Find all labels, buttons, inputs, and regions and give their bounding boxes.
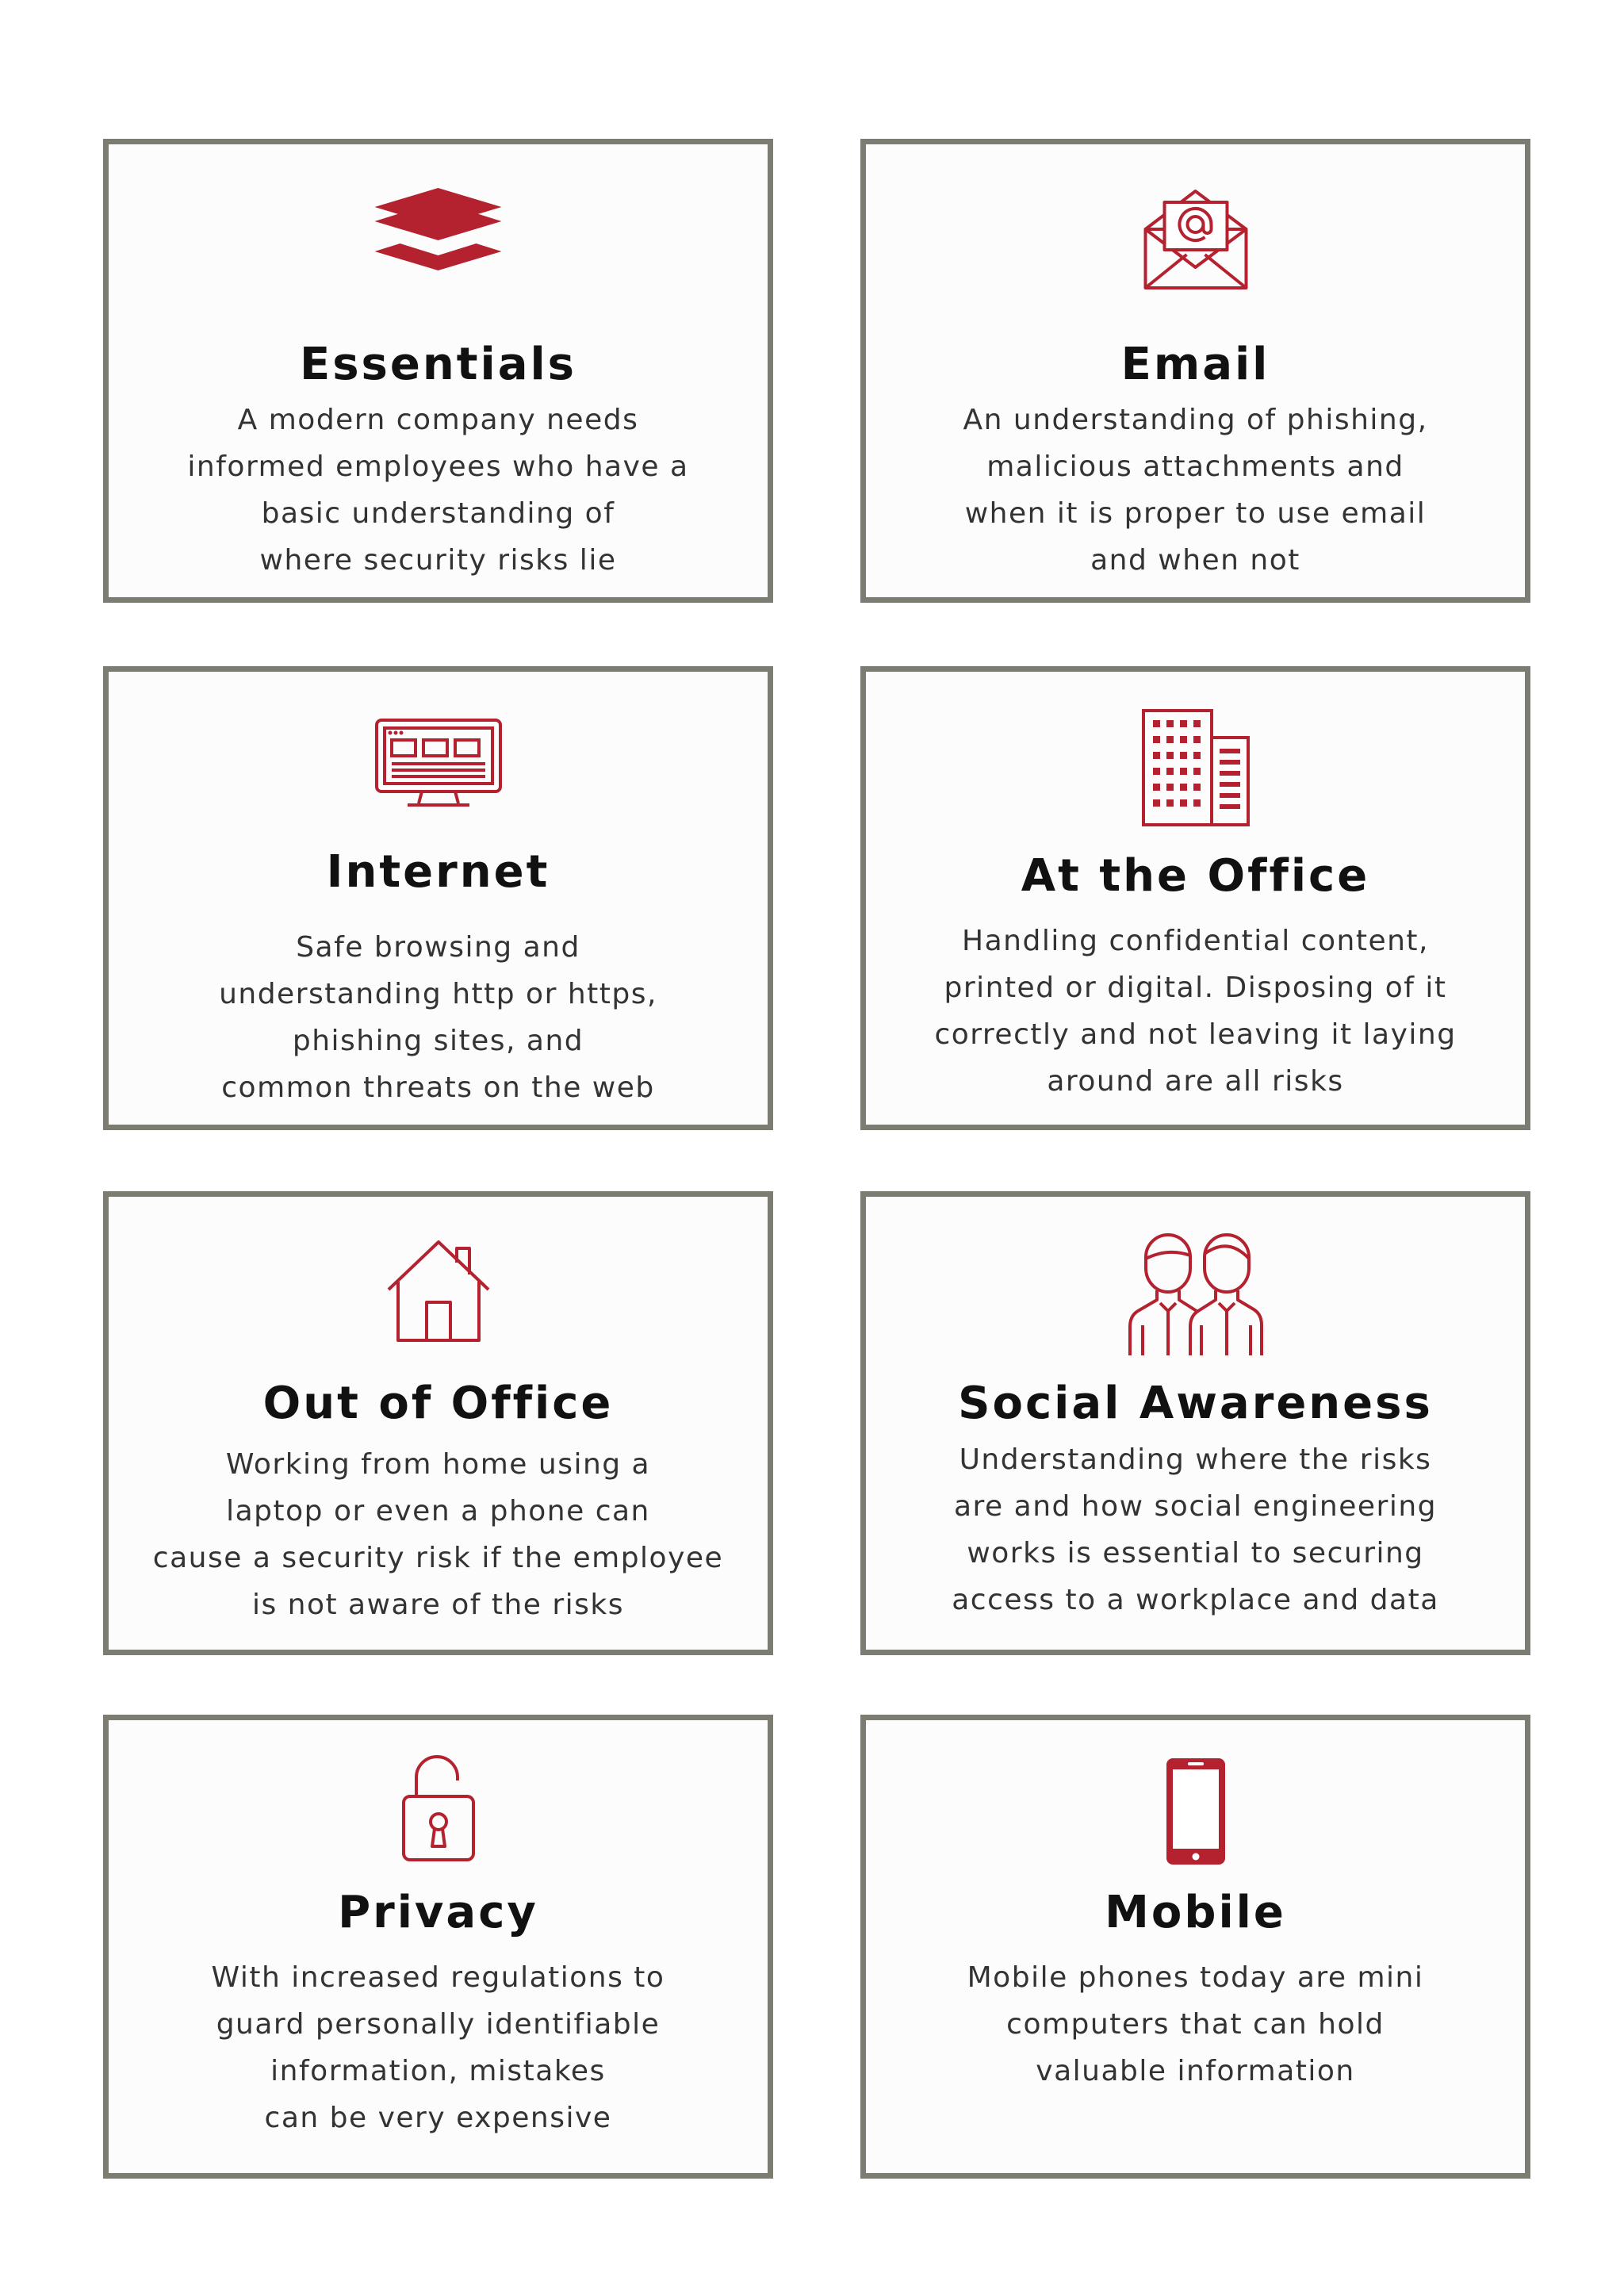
card-out-of-office — [103, 1191, 773, 1655]
card-privacy — [103, 1715, 773, 2179]
email-icon — [1142, 188, 1249, 291]
smartphone-icon — [1164, 1756, 1228, 1867]
card-social-awareness — [860, 1191, 1530, 1655]
card-description: An understanding of phishing, malicious attachments and when it is proper to use email and when not — [963, 404, 1428, 577]
card-title: Internet — [326, 846, 550, 898]
card-title: Out of Office — [262, 1378, 614, 1429]
card-title: Email — [1120, 339, 1270, 390]
card-description: With increased regulations to guard personally identifiable information, mistakes can be very expensive — [211, 1961, 665, 2134]
layers-icon — [373, 188, 504, 283]
card-title: Mobile — [1105, 1887, 1286, 1938]
card-internet — [103, 666, 773, 1130]
card-title: Essentials — [299, 339, 577, 390]
card-description: Handling confidential content, printed or digital. Disposing of it correctly and not leaving it laying around are all risks — [934, 925, 1457, 1098]
card-description: A modern company needs informed employees who have a basic understanding of where security risks lie — [187, 404, 689, 577]
monitor-icon — [374, 718, 503, 809]
card-description: Understanding where the risks are and how social engineering works is essential to securing access to a workplace and data — [952, 1443, 1439, 1616]
office-building-icon — [1140, 707, 1251, 828]
card-description: Mobile phones today are mini computers that can hold valuable information — [967, 1961, 1424, 2087]
card-email — [860, 139, 1530, 603]
people-icon — [1128, 1230, 1263, 1357]
card-mobile — [860, 1715, 1530, 2179]
card-description: Safe browsing and understanding http or https, phishing sites, and common threats on the web — [219, 931, 657, 1104]
padlock-icon — [399, 1752, 478, 1863]
card-essentials — [103, 139, 773, 603]
card-title: Social Awareness — [958, 1378, 1433, 1429]
card-at-the-office — [860, 666, 1530, 1130]
card-title: At the Office — [1021, 850, 1370, 902]
card-title: Privacy — [338, 1887, 538, 1938]
house-icon — [387, 1240, 490, 1343]
card-description: Working from home using a laptop or even a phone can cause a security risk if the employee is not aware of the risks — [152, 1448, 724, 1621]
